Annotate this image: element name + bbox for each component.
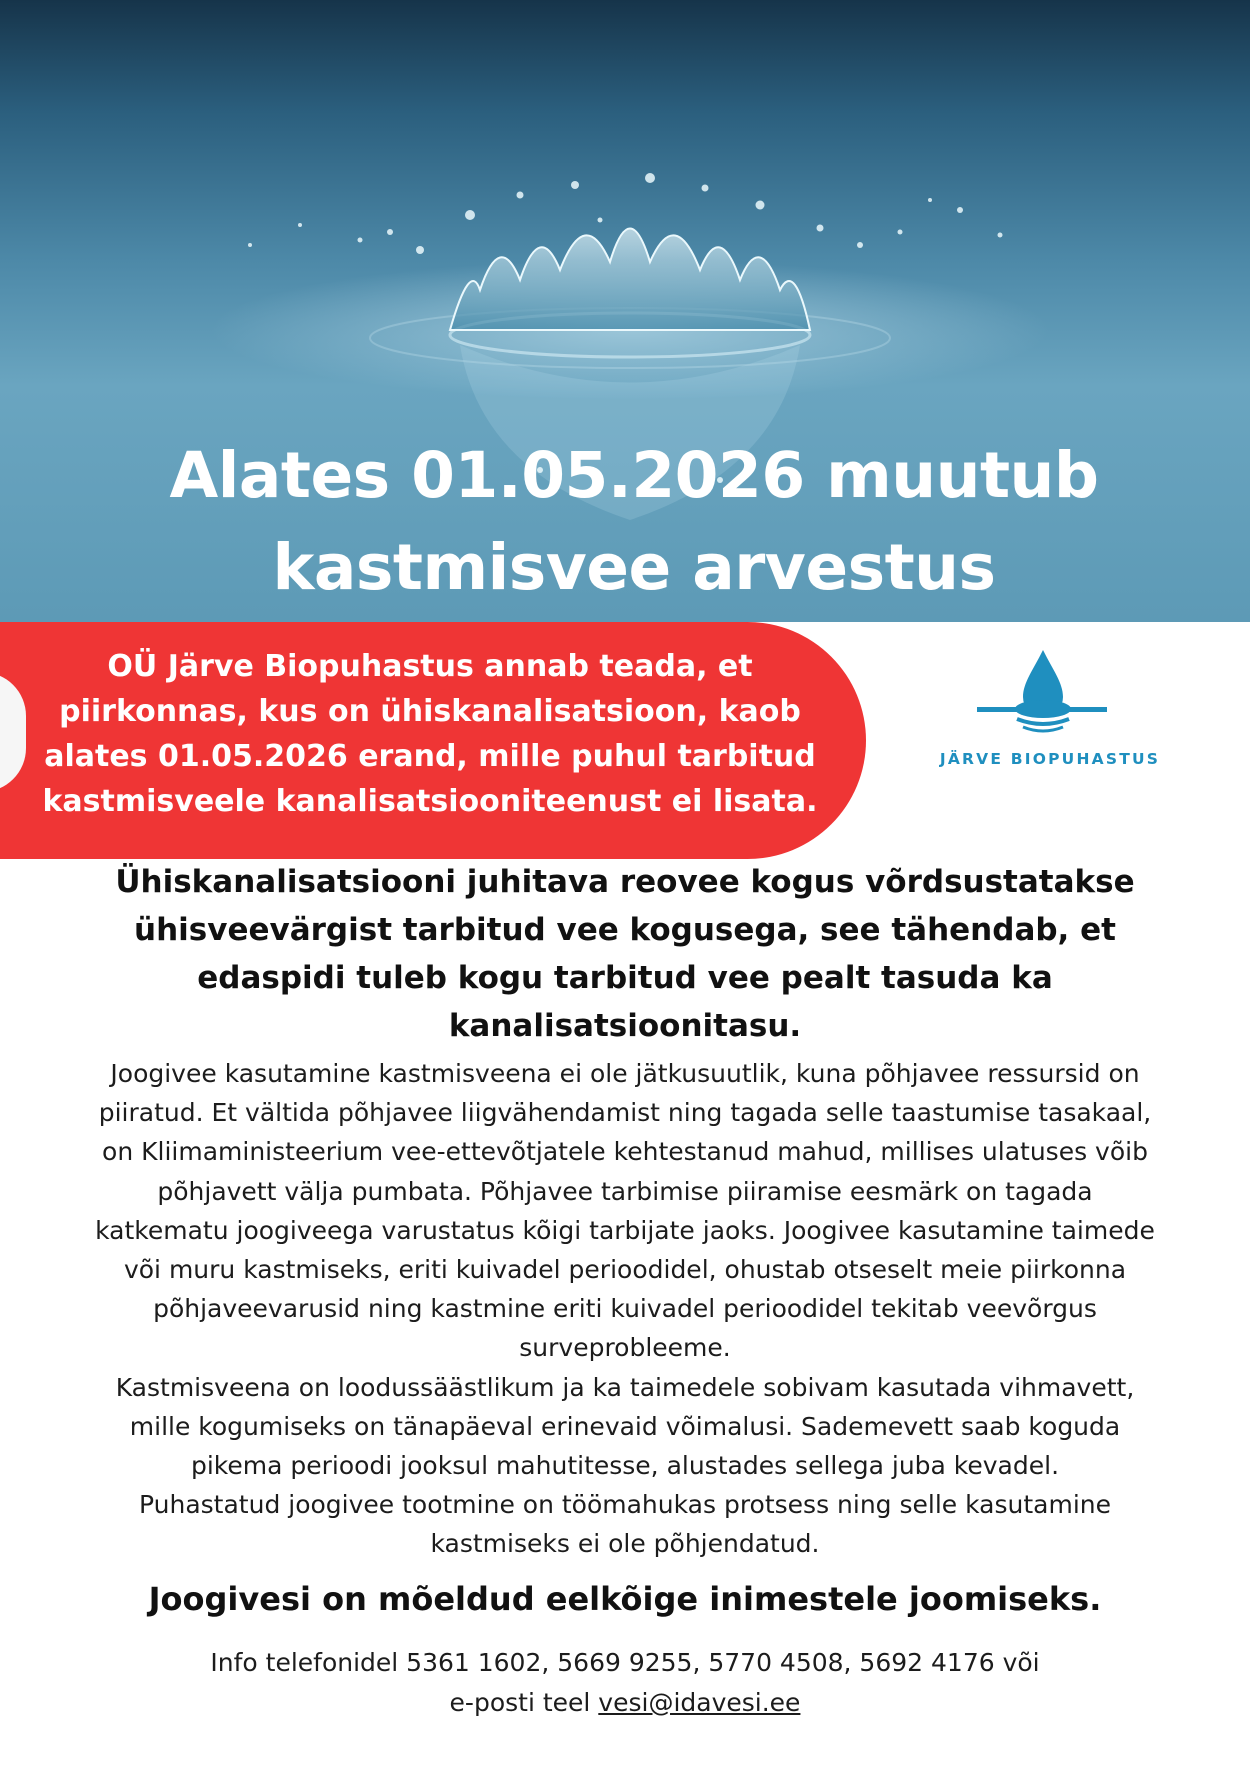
lead-line: kanalisatsioonitasu.: [448, 1008, 802, 1044]
lead-line: ühisveevärgist tarbitud vee kogusega, see tähendab, et: [134, 912, 1116, 948]
body-line: või muru kastmiseks, eriti kuivadel perioodidel, ohustab otseselt meie piirkonna: [123, 1255, 1127, 1285]
body-line: Puhastatud joogivee tootmine on töömahukas protsess ning selle kasutamine: [139, 1490, 1111, 1520]
company-logo-name: JÄRVE BIOPUHASTUS: [939, 750, 1161, 768]
body-line: põhjaveevarusid ning kastmine eriti kuivadel perioodidel tekitab veevõrgus: [153, 1294, 1097, 1324]
page-title: [0, 430, 1250, 614]
email-link[interactable]: vesi@idavesi.ee: [598, 1688, 801, 1717]
phone-numbers: Info telefonidel 5361 1602, 5669 9255, 5770 4508, 5692 4176 või: [210, 1648, 1040, 1677]
body-line: Kastmisveena on loodussäästlikum ja ka taimedele sobivam kasutada vihmavett,: [115, 1372, 1135, 1402]
announcement-line: piirkonnas, kus on ühiskanalisatsioon, kaob: [59, 694, 801, 729]
body-line: piiratud. Et vältida põhjavee liigvähendamist ning tagada selle taastumise tasakaal,: [98, 1098, 1152, 1128]
body-line: kastmiseks ei ole põhjendatud.: [430, 1529, 820, 1559]
email-prefix: e-posti teel: [449, 1688, 599, 1717]
email-line: [0, 1683, 1250, 1723]
title-line-2: kastmisvee arvestus: [272, 531, 996, 604]
lead-statement: [50, 858, 1200, 1050]
lead-line: edaspidi tuleb kogu tarbitud vee pealt tasuda ka: [197, 960, 1053, 996]
body-line: surveprobleeme.: [519, 1333, 731, 1363]
hero-water-photo: [0, 0, 1250, 622]
lead-line: Ühiskanalisatsiooni juhitava reovee kogus võrdsustatakse: [115, 864, 1135, 900]
announcement-line: OÜ Järve Biopuhastus annab teada, et: [107, 649, 753, 684]
body-line: põhjavett välja pumbata. Põhjavee tarbimise piiramise eesmärk on tagada: [157, 1176, 1093, 1206]
body-line: mille kogumiseks on tänapäeval erinevaid võimalusi. Sademevett saab koguda: [129, 1411, 1121, 1441]
body-paragraph: [40, 1054, 1210, 1564]
announcement-text: [20, 644, 840, 824]
body-line: on Kliimaministeerium vee-ettevõtjatele kehtestanud mahud, millises ulatuses võib: [102, 1137, 1148, 1167]
closing-statement: Joogivesi on mõeldud eelkõige inimestele joomiseks.: [148, 1580, 1102, 1618]
contact-info: [0, 1643, 1250, 1723]
body-line: Joogivee kasutamine kastmisveena ei ole jätkusuutlik, kuna põhjavee ressursid on: [110, 1059, 1140, 1088]
title-line-1: Alates 01.05.2026 muutub: [169, 439, 1099, 512]
body-line: pikema perioodi jooksul mahutitesse, alustades sellega juba kevadel.: [190, 1451, 1060, 1481]
body-line: katkematu joogiveega varustatus kõigi tarbijate jaoks. Joogivee kasutamine taimede: [95, 1215, 1155, 1245]
announcement-line: kastmisveele kanalisatsiooniteenust ei lisata.: [42, 784, 818, 819]
announcement-line: alates 01.05.2026 erand, mille puhul tarbitud: [44, 739, 816, 774]
